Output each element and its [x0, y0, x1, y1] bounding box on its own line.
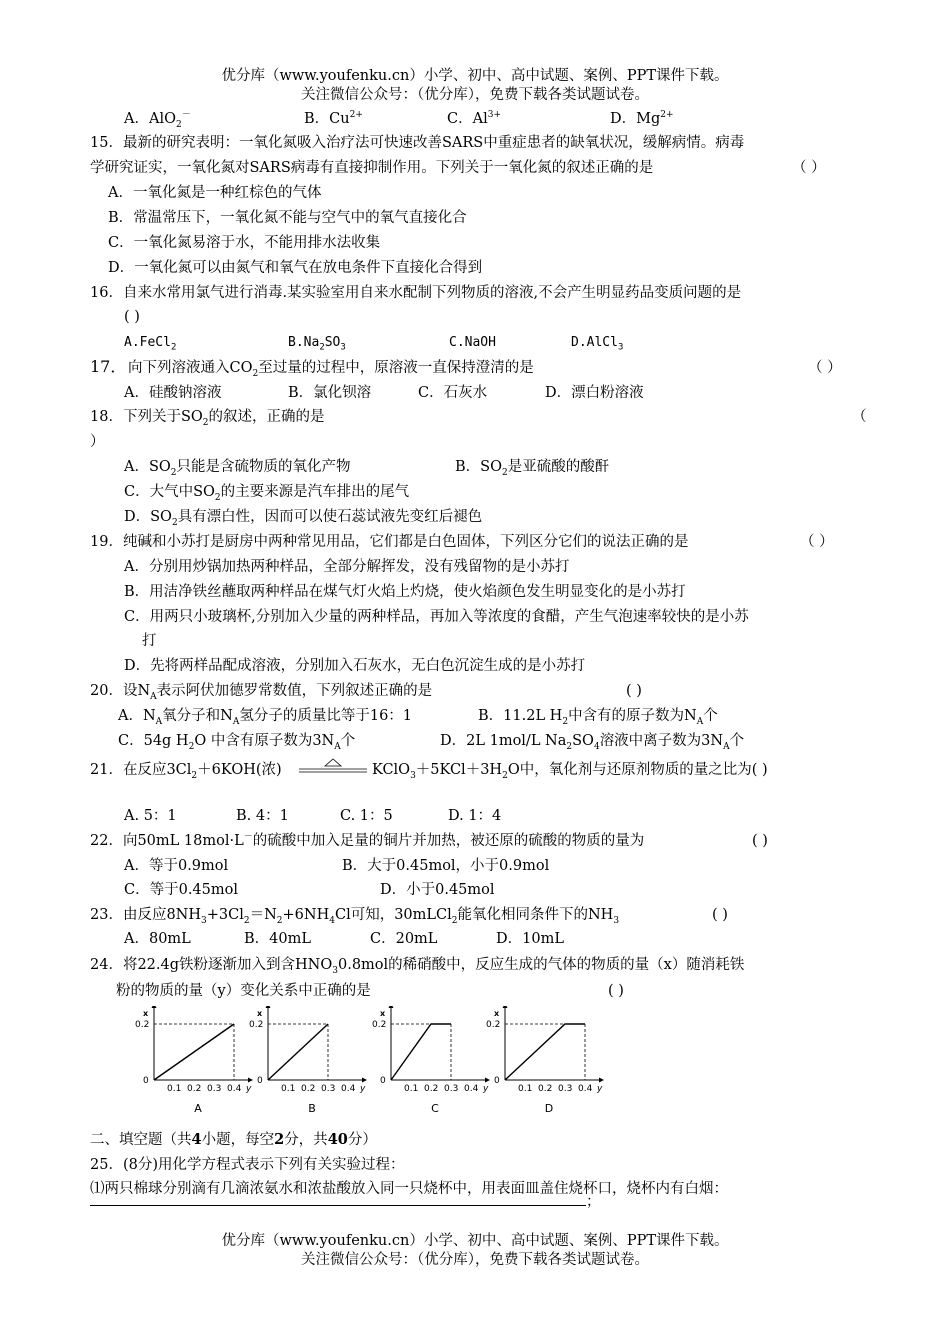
x-tick-label: 0.1	[167, 1084, 182, 1094]
q22-option-c: C．等于0.45mol	[124, 882, 238, 898]
q23-stem: 23．由反应$8NH_3+3Cl_2=N_2+6NH_4Cl$可知，30mLCl$_2$能氧化相同条件下的$NH_3$	[90, 907, 620, 926]
q15-option-c: C．一氧化氮易溶于水，不能用排水法收集	[108, 235, 381, 251]
q22-option-d: D．小于0.45mol	[380, 882, 495, 898]
x-tick-label: 0.4	[227, 1084, 242, 1094]
q20-option-c: C．54g $H_2O$ 中含有原子数为$3N_A$个	[118, 733, 356, 752]
q15-option-b: B．常温常压下，一氧化氮不能与空气中的氧气直接化合	[108, 210, 467, 226]
y-axis-arrow	[152, 1006, 157, 1008]
x-tick-label: 0.2	[538, 1084, 553, 1094]
q18-paren-open: （	[852, 409, 867, 425]
x-tick-label: 0.1	[404, 1084, 419, 1094]
q24-stem-1: 24．将22.4g铁粉逐渐加入到含$HNO_30.8mol$的稀硝酸中，反应生成的气体的物质的量（x）随消耗铁	[90, 957, 745, 976]
y-axis-label: x	[494, 1009, 500, 1018]
x-tick-label: 0.4	[464, 1084, 479, 1094]
x-tick-label: 0.2	[187, 1084, 202, 1094]
q14-option-b: B．$Cu^{2+}$	[304, 110, 363, 127]
q16-option-b: $B.Na_2SO_3$	[288, 335, 346, 353]
q15-stem-2: 学研究证实，一氧化氮对SARS病毒有直接抑制作用。下列关于一氧化氮的叙述正确的是	[90, 160, 654, 176]
q19-option-c-1: C．用两只小玻璃杯,分别加入少量的两种样品，再加入等浓度的食醋，产生气泡速率较快的是小苏	[124, 609, 749, 625]
origin-label: 0	[380, 1076, 386, 1086]
x-tick-label: 0.2	[301, 1084, 316, 1094]
q23-option-b: B．40mL	[244, 931, 311, 947]
q18-option-a: A．$SO_2$只能是含硫物质的氧化产物	[124, 459, 351, 478]
q25-semicolon: ；	[586, 1194, 601, 1210]
q22-paren: ( )	[752, 833, 768, 849]
data-series-line	[391, 1024, 451, 1080]
x-tick-label: 0.3	[558, 1084, 573, 1094]
q21-option-c: C. 1：5	[340, 808, 393, 824]
footer-line-2: 关注微信公众号：（优分库），免费下载各类试题试卷。	[301, 1252, 649, 1268]
x-axis-label: y	[246, 1084, 252, 1094]
heat-equals-sign	[298, 757, 368, 775]
q16-option-a: A.FeCl$_2$	[124, 335, 177, 353]
q16-option-d: D.AlCl$_3$	[571, 335, 624, 353]
chart-d	[481, 1006, 606, 1118]
chart-label: D	[544, 1102, 554, 1115]
data-series-line	[154, 1024, 234, 1080]
q21-option-a: A. 5：1	[124, 808, 177, 824]
q19-paren: （ ）	[800, 534, 834, 550]
q16-stem: 16．自来水常用氯气进行消毒.某实验室用自来水配制下列物质的溶液,不会产生明显药品变质问题的是	[90, 285, 742, 301]
q19-option-a: A．分别用炒锅加热两种样品，全部分解挥发，没有残留物的是小苏打	[124, 559, 570, 575]
q25-part-1: ⑴两只棉球分别滴有几滴浓氨水和浓盐酸放入同一只烧杯中，用表面皿盖住烧杯口，烧杯内有白烟：	[90, 1181, 728, 1197]
header-line-2: 关注微信公众号：（优分库），免费下载各类试题试卷。	[301, 87, 649, 103]
x-axis-arrow	[599, 1078, 604, 1083]
q21-option-b: B. 4：1	[236, 808, 289, 824]
x-tick-label: 0.3	[321, 1084, 336, 1094]
y-tick-label: 0.2	[486, 1020, 501, 1030]
q24-stem-2: 粉的物质的量（y）变化关系中正确的是	[116, 983, 371, 999]
q17-option-a: A．硅酸钠溶液	[124, 385, 222, 401]
y-tick-label: 0.2	[249, 1020, 264, 1030]
q20-option-d: D．2L 1mol/L $Na_2SO_4$溶液中离子数为$3N_A$个	[440, 733, 745, 752]
x-axis-label: y	[483, 1084, 489, 1094]
q16-paren: ( )	[124, 309, 140, 325]
chart-b	[244, 1006, 369, 1118]
y-axis-arrow	[389, 1006, 394, 1008]
origin-label: 0	[257, 1076, 263, 1086]
q20-option-a: A．$N_A$氧分子和$N_A$氢分子的质量比等于16：1	[118, 708, 413, 727]
x-tick-label: 0.4	[341, 1084, 356, 1094]
chart-a	[130, 1006, 255, 1118]
x-tick-label: 0.1	[281, 1084, 296, 1094]
q15-stem-1: 15．最新的研究表明：一氧化氮吸入治疗法可快速改善SARS中重症患者的缺氧状况，缓解病情。病毒	[90, 135, 745, 151]
q19-option-c-2: 打	[142, 633, 157, 649]
q18-option-c: C．大气中$SO_2$的主要来源是汽车排出的尾气	[124, 484, 410, 503]
data-series-line	[505, 1024, 585, 1080]
x-axis-label: y	[360, 1084, 366, 1094]
x-tick-label: 0.3	[207, 1084, 222, 1094]
y-tick-label: 0.2	[135, 1020, 150, 1030]
q21-stem-left: 21．在反应$3Cl_2+6KOH$(浓)	[90, 762, 282, 781]
q21-stem-right: $KClO_3+5KCl+3H_2O$中，氧化剂与还原剂物质的量之比为( )	[372, 762, 768, 781]
q17-option-b: B．氯化钡溶	[288, 385, 372, 401]
q19-stem: 19．纯碱和小苏打是厨房中两种常见用品，它们都是白色固体，下列区分它们的说法正确的是	[90, 534, 689, 550]
q20-stem: 20．设$N_A$表示阿伏加德罗常数值，下列叙述正确的是	[90, 683, 433, 702]
q23-paren: ( )	[712, 907, 728, 923]
q17-stem: 向下列溶液通入$CO_2$至过量的过程中，原溶液一直保持澄清的是	[128, 360, 534, 379]
q24-paren: ( )	[608, 983, 624, 999]
q18-stem: 18．下列关于$SO_2$的叙述，正确的是	[90, 409, 325, 428]
q23-option-d: D．10mL	[496, 931, 564, 947]
q17-paren: （ ）	[808, 360, 842, 376]
chart-label: B	[308, 1102, 316, 1115]
q17-number: 17．	[90, 357, 127, 376]
y-axis-arrow	[503, 1006, 508, 1008]
q18-option-b: B．$SO_2$是亚硫酸的酸酐	[455, 459, 610, 478]
q18-option-d: D．$SO_2$具有漂白性，因而可以使石蕊试液先变红后褪色	[124, 509, 483, 528]
q23-option-a: A．80mL	[124, 931, 191, 947]
q14-option-a: A．AlO$_2$－	[124, 110, 191, 130]
origin-label: 0	[143, 1076, 149, 1086]
chart-c	[367, 1006, 492, 1118]
q17-option-c: C．石灰水	[418, 385, 488, 401]
section-2-title: 二、填空题（共4小题，每空2分，共40分）	[90, 1131, 377, 1148]
q22-option-b: B．大于0.45mol，小于0.9mol	[342, 858, 550, 874]
q23-option-c: C．20mL	[370, 931, 438, 947]
answer-blank-line	[90, 1205, 586, 1206]
chart-label: A	[194, 1102, 202, 1115]
header-line-1: 优分库（www.youfenku.cn）小学、初中、高中试题、案例、PPT课件下载。	[221, 68, 729, 84]
q14-option-c: C．$Al^{3+}$	[447, 110, 501, 127]
chart-label: C	[431, 1102, 439, 1115]
q22-option-a: A．等于0.9mol	[124, 858, 229, 874]
q15-paren: （ ）	[792, 160, 826, 176]
q19-option-d: D．先将两样品配成溶液，分别加入石灰水，无白色沉淀生成的是小苏打	[124, 658, 586, 674]
origin-label: 0	[494, 1076, 500, 1086]
x-tick-label: 0.2	[424, 1084, 439, 1094]
q14-option-d: D．$Mg^{2+}$	[610, 110, 674, 127]
q15-option-a: A．一氧化氮是一种红棕色的气体	[108, 185, 322, 201]
footer-line-1: 优分库（www.youfenku.cn）小学、初中、高中试题、案例、PPT课件下载。	[221, 1233, 729, 1249]
y-axis-label: x	[257, 1009, 263, 1018]
q20-paren: ( )	[626, 683, 642, 699]
q19-option-b: B．用洁净铁丝蘸取两种样品在煤气灯火焰上灼烧，使火焰颜色发生明显变化的是小苏打	[124, 584, 686, 600]
x-axis-label: y	[597, 1084, 603, 1094]
x-tick-label: 0.4	[578, 1084, 593, 1094]
y-axis-label: x	[143, 1009, 149, 1018]
q17-option-d: D．漂白粉溶液	[545, 385, 644, 401]
q22-stem: 22．向50mL 18mol·L－的硫酸中加入足量的铜片并加热，被还原的硫酸的物质的量为	[90, 832, 645, 849]
q16-option-c: C.NaOH	[449, 335, 496, 350]
y-tick-label: 0.2	[372, 1020, 387, 1030]
x-tick-label: 0.3	[444, 1084, 459, 1094]
y-axis-label: x	[380, 1009, 386, 1018]
q20-option-b: B．11.2L $H_2$中含有的原子数为$N_A$个	[478, 708, 718, 727]
q18-paren-close: ）	[90, 434, 105, 450]
data-series-line	[268, 1024, 328, 1080]
q15-option-d: D．一氧化氮可以由氮气和氧气在放电条件下直接化合得到	[108, 260, 483, 276]
y-axis-arrow	[266, 1006, 271, 1008]
x-tick-label: 0.1	[518, 1084, 533, 1094]
q21-option-d: D. 1：4	[448, 808, 502, 824]
q25-stem: 25．(8分)用化学方程式表示下列有关实验过程：	[90, 1157, 405, 1173]
